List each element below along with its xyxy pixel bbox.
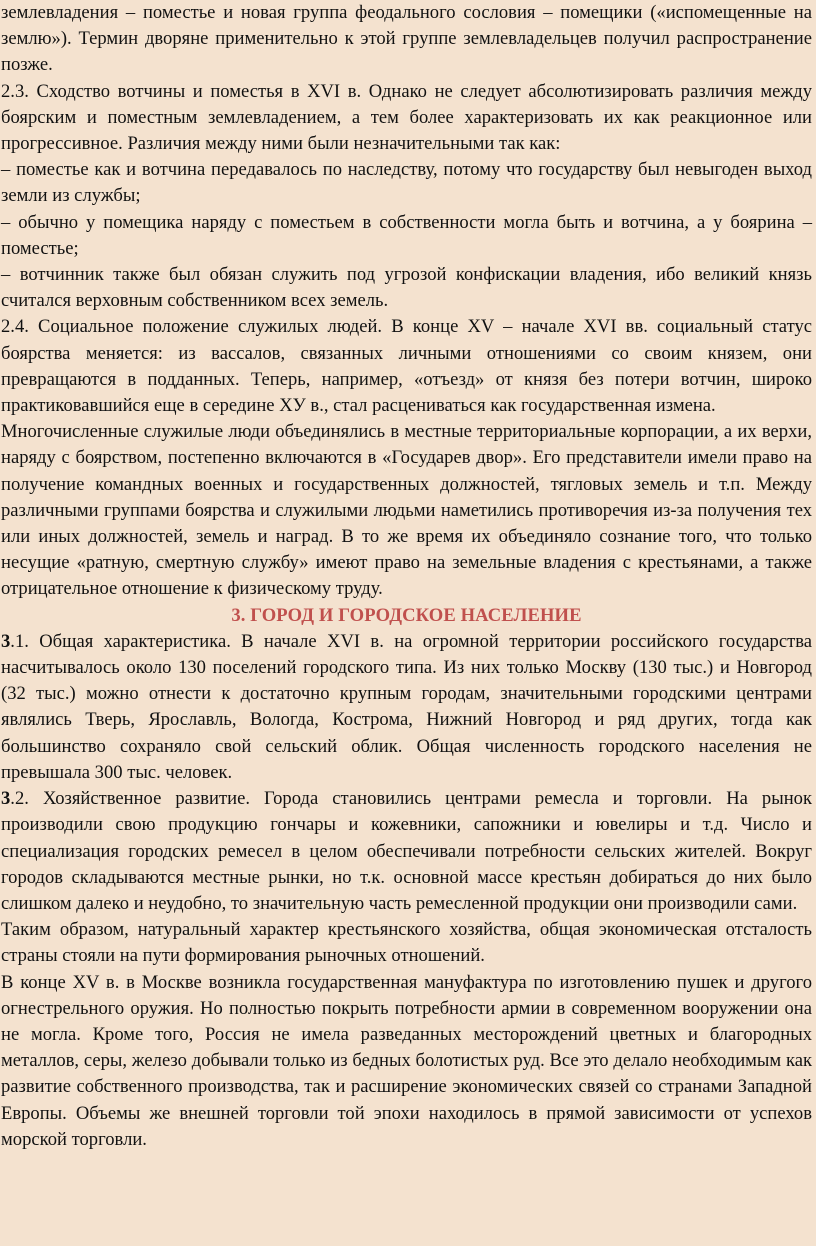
paragraph-estate-intro: землевладения – поместье и новая группа феодального сословия – помещики («испомещенные на землю»). Термин дворяне применительно к этой группе землевладельцев получил распространение позже. <box>1 2 812 76</box>
document-body <box>1 0 812 1153</box>
paragraph-3-1-text: .1. Общая характеристика. В начале XVI в. на огромной территории российского государства насчитывалось около 130 поселений городского типа. Из них только Москву (130 тыс.) и Новгород (32 тыс.) можно отнести к достаточно крупным городам, значительными городскими центрами являлись Тверь, Ярославль, Вологда, Кострома, Нижний Новгород и ряд других, тогда как большинство сохраняло свой сельский облик. Общая численность городского населения не превышала 300 тыс. человек. <box>1 630 812 783</box>
paragraph-3-2-text: .2. Хозяйственное развитие. Города становились центрами ремесла и торговли. На рынок производили свою продукцию гончары и кожевники, сапожники и ювелиры и т.д. Число и специализация городских ремесел в целом обеспечивали потребности сельских жителей. Вокруг городов складываются местные рынки, но т.к. основной массе крестьян добираться до них было слишком далеко и неудобно, то значительную часть ремесленной продукции они производили сами. <box>1 788 812 914</box>
paragraph-2-4: 2.4. Социальное положение служилых людей. В конце XV – начале XVI вв. социальный статус боярства меняется: из вассалов, связанных личными отношениями со своим князем, они превращаются в подданных. Теперь, например, «отъезд» от князя без потери вотчин, широко практиковавшийся еще в середине ХУ в., стал расцениваться как государственная измена. <box>1 316 812 417</box>
section-heading-city: 3. ГОРОД И ГОРОДСКОЕ НАСЕЛЕНИЕ <box>231 604 582 626</box>
paragraph-3-2 <box>1 786 812 917</box>
paragraph-3-1-number: 3 <box>1 630 11 652</box>
paragraph-3-1 <box>1 629 812 786</box>
paragraph-manufactory: В конце XV в. в Москве возникла государственная мануфактура по изготовлению пушек и другого огнестрельного оружия. Но полностью покрыть потребности армии в современном вооружении она не могла. Кроме того, Россия не имела разведанных месторождений цветных и благородных металлов, серы, железо добывали только из бедных болотистых руд. Все это делало необходимым как развитие собственного производства, так и расширение экономических связей со странами Западной Европы. Объемы же внешней торговли той эпохи находилось в прямой зависимости от успехов морской торговли. <box>1 971 812 1150</box>
paragraph-3-2-number: 3 <box>1 788 11 810</box>
paragraph-2-3: 2.3. Сходство вотчины и поместья в XVI в. Однако не следует абсолютизировать различия между боярским и поместным землевладением, а тем более характеризовать их как реакционное или прогрессивное. Различия между ними были незначительными так как: <box>1 80 812 155</box>
list-item-patrimony: – обычно у помещика наряду с поместьем в собственности могла быть и вотчина, а у боярина – поместье; <box>1 211 812 259</box>
paragraph-service-people: Многочисленные служилые люди объединялись в местные территориальные корпорации, а их верхи, наряду с боярством, постепенно включаются в «Государев двор». Его представители имели право на получение командных военных и государственных должностей, тягловых земель и т.п. Между различными группами боярства и служилыми людьми наметились противоречия из-за получения тех или иных должностей, земель и наград. В то же время их объединяло сознание того, что только несущие «ратную, смертную службу» имеют право на земельные владения с крестьянами, а также отрицательное отношение к физическому труду. <box>1 421 812 600</box>
list-item-service: – вотчинник также был обязан служить под угрозой конфискации владения, ибо великий князь считался верховным собственником всех земель. <box>1 264 812 312</box>
paragraph-conclusion: Таким образом, натуральный характер крестьянского хозяйства, общая экономическая отсталость страны стояли на пути формирования рыночных отношений. <box>1 919 812 967</box>
list-item-inheritance: – поместье как и вотчина передавалось по наследству, потому что государству был невыгоден выход земли из службы; <box>1 159 812 207</box>
